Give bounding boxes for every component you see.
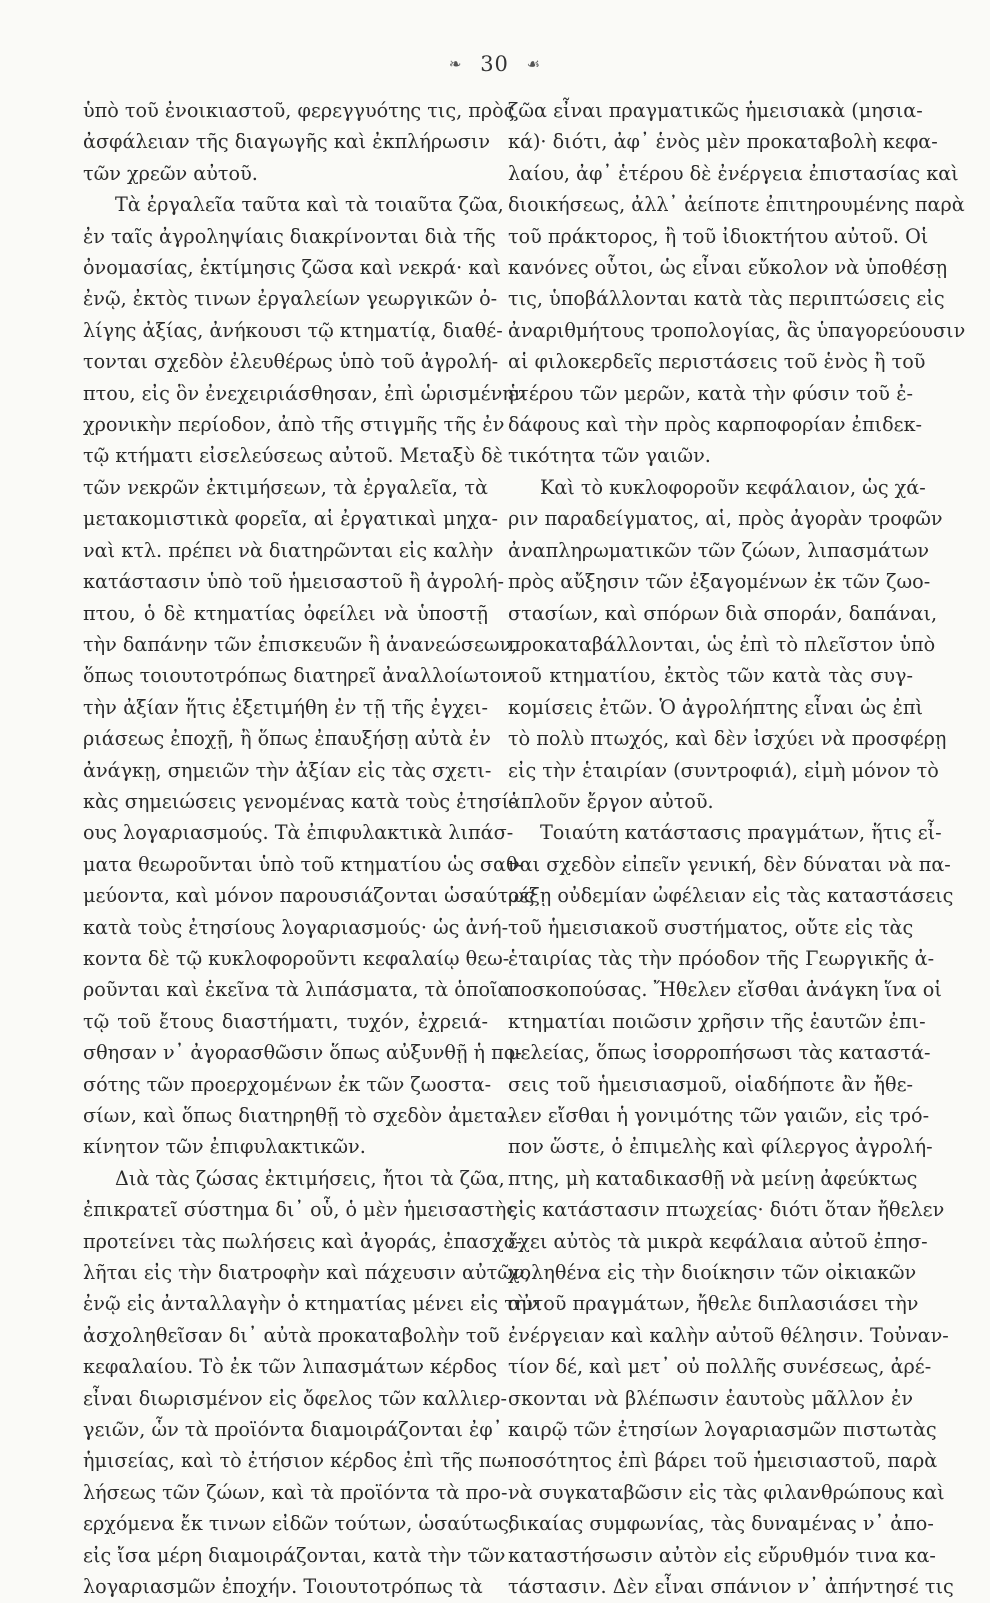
text-line: ερχόμενα ἔκ τινων εἰδῶν τούτων, ὡσαύτως,: [83, 1512, 515, 1536]
text-line: μεύοντα, καὶ μόνον παρουσιάζονται ὡσαύτως: [83, 884, 535, 908]
text-line: τις, ὑποβάλλονται κατὰ τὰς περιπτώσεις εἰς: [508, 287, 945, 311]
text-line: τοῦ πράκτορος, ἢ τοῦ ἰδιοκτήτου αὐτοῦ. Οἱ: [508, 224, 929, 248]
text-line: λογαριασμῶν ἐποχήν. Τοιουτοτρόπως τὰ: [83, 1575, 483, 1599]
left-column: [83, 95, 539, 1603]
text-line: εἰς κατάστασιν πτωχείας· διότι ὅταν ἤθελεν: [508, 1198, 945, 1222]
text-line: ριν παραδείγματος, αἱ, πρὸς ἀγορὰν τροφῶν: [508, 507, 943, 531]
text-line: διοικήσεως, ἀλλ᾽ ἀείποτε ἐπιτηρουμένης παρὰ: [508, 193, 965, 217]
text-line: ὀνομασίας, ἐκτίμησις ζῶσα καὶ νεκρά· καὶ: [83, 256, 501, 280]
text-line: νὰ συγκαταβῶσιν εἰς τὰς φιλανθρώπους καὶ: [508, 1480, 945, 1504]
text-line: κίνητον τῶν ἐπιφυλακτικῶν.: [83, 1135, 366, 1159]
ornament-left-icon: ❧: [448, 55, 463, 73]
text-line: τοῦ κτηματίου, ἐκτὸς τῶν κατὰ τὰς συγ-: [508, 664, 913, 688]
text-line: πρὸς αὔξησιν τῶν ἐξαγομένων ἐκ τῶν ζωο-: [508, 570, 931, 594]
text-line: τίον δέ, καὶ μετ᾽ οὐ πολλῆς συνέσεως, ἀρέ-: [508, 1355, 932, 1379]
text-line: τῶν χρεῶν αὐτοῦ.: [83, 161, 258, 185]
text-line: καιρῷ τῶν ἐτησίων λογαριασμῶν πιστωτὰς: [508, 1418, 937, 1442]
text-line: πτου, εἰς ὃν ἐνεχειριάσθησαν, ἐπὶ ὡρισμένην: [83, 381, 526, 405]
text-line: εἰς τὴν ἑταιρίαν (συντροφιά), εἰμὴ μόνον τὸ: [508, 758, 939, 782]
text-line: ἀσφάλειαν τῆς διαγωγῆς καὶ ἐκπλήρωσιν: [83, 130, 491, 154]
text-line: χοληθένα εἰς τὴν διοίκησιν τῶν οἰκιακῶν: [508, 1261, 917, 1285]
text-line: ναι σχεδὸν εἰπεῖν γενική, δὲν δύναται νὰ πα-: [508, 852, 951, 876]
text-line: ἐπικρατεῖ σύστημα δι᾽ οὗ, ὁ μὲν ἡμεισαστὴς: [83, 1198, 518, 1222]
text-line: δάφους καὶ τὴν πρὸς καρποφορίαν ἐπιδεκ-: [508, 413, 923, 437]
text-line: ὑπὸ τοῦ ἐνοικιαστοῦ, φερεγγυότης τις, πρὸς: [83, 99, 515, 122]
text-line: τικότητα τῶν γαιῶν.: [508, 444, 711, 468]
text-line: κτηματίαι ποιῶσιν χρῆσιν τῆς ἑαυτῶν ἐπι-: [508, 1009, 926, 1033]
text-line: κεφαλαίου. Τὸ ἐκ τῶν λιπασμάτων κέρδος: [83, 1355, 498, 1379]
page-header: [0, 52, 990, 76]
text-line: κατάστασιν ὑπὸ τοῦ ἡμεισαστοῦ ἢ ἀγρολή-: [83, 570, 504, 594]
text-line: λαίου, ἀφ᾽ ἑτέρου δὲ ἐνέργεια ἐπιστασίας καὶ: [508, 161, 959, 185]
text-line: ἀναριθμήτους τροπολογίας, ἃς ὑπαγορεύουσιν: [508, 318, 966, 342]
text-line: πτου, ὁ δὲ κτηματίας ὀφείλει νὰ ὑποστῇ: [83, 601, 488, 625]
text-line: Διὰ τὰς ζώσας ἐκτιμήσεις, ἤτοι τὰ ζῶα,: [115, 1166, 505, 1190]
text-line: κά)· διότι, ἀφ᾽ ἑνὸς μὲν προκαταβολὴ κεφα-: [508, 130, 938, 154]
text-line: μελείας, ὅπως ἰσορροπήσωσι τὰς καταστά-: [508, 1041, 931, 1065]
text-line: τονται σχεδὸν ἐλευθέρως ὑπὸ τοῦ ἀγρολή-: [83, 350, 499, 374]
text-line: κανόνες οὗτοι, ὡς εἶναι εὔκολον νὰ ὑποθέσῃ: [508, 256, 948, 280]
text-line: ἀσχοληθεῖσαν δι᾽ αὐτὰ προκαταβολὴν τοῦ: [83, 1323, 500, 1347]
text-line: τὸ πολὺ πτωχός, καὶ δὲν ἰσχύει νὰ προσφέρῃ: [508, 727, 947, 751]
text-line: προτείνει τὰς πωλήσεις καὶ ἀγοράς, ἐπασχο-: [83, 1229, 522, 1253]
text-line: ναὶ κτλ. πρέπει νὰ διατηρῶνται εἰς καλὴν: [83, 538, 494, 562]
text-line: τὴν ἀξίαν ἥτις ἐξετιμήθη ἐν τῇ τῆς ἐγχει-: [83, 695, 488, 719]
text-line: χρονικὴν περίοδον, ἀπὸ τῆς στιγμῆς τῆς ἐν: [83, 413, 505, 437]
text-line: κατὰ τοὺς ἐτησίους λογαριασμούς· ὡς ἀνή-: [83, 915, 509, 939]
text-line: Τοιαύτη κατάστασις πραγμάτων, ἥτις εἶ-: [540, 821, 942, 845]
text-line: τοῦ ἡμεισιακοῦ συστήματος, οὔτε εἰς τὰς: [508, 915, 914, 939]
text-line: προκαταβάλλονται, ὡς ἐπὶ τὸ πλεῖστον ὑπὸ: [508, 632, 936, 656]
text-line: κομίσεις ἐτῶν. Ὁ ἀγρολήπτης εἶναι ὡς ἐπὶ: [508, 695, 924, 719]
text-line: ἑτέρου τῶν μερῶν, κατὰ τὴν φύσιν τοῦ ἐ-: [508, 381, 913, 405]
text-line: ἐνῷ, ἐκτὸς τινων ἐργαλείων γεωργικῶν ὀ-: [83, 287, 498, 311]
text-line: ἐνῷ εἰς ἀνταλλαγὴν ὁ κτηματίας μένει εἰς τὴν: [83, 1292, 539, 1316]
text-line: τῷ κτήματι εἰσελεύσεως αὐτοῦ. Μεταξὺ δὲ: [83, 444, 503, 468]
text-line: εἰς ἴσα μέρη διαμοιράζονται, κατὰ τὴν τῶν: [83, 1543, 506, 1567]
text-line: σθησαν ν᾽ ἀγορασθῶσιν ὅπως αὐξυνθῇ ἡ πο-: [83, 1041, 522, 1065]
text-line: ἀνάγκῃ, σημειῶν τὴν ἀξίαν εἰς τὰς σχετι-: [83, 758, 492, 782]
text-line: τῶν νεκρῶν ἐκτιμήσεων, τὰ ἐργαλεῖα, τὰ: [83, 475, 488, 499]
text-line: ἐν ταῖς ἀγροληψίαις διακρίνονται διὰ τῆς: [83, 224, 496, 248]
text-line: μετακομιστικὰ φορεῖα, αἱ ἐργατικαὶ μηχα-: [83, 507, 499, 531]
text-line: κοντα δὲ τῷ κυκλοφοροῦντι κεφαλαίῳ θεω-: [83, 946, 510, 970]
text-line: σκονται νὰ βλέπωσιν ἑαυτοὺς μᾶλλον ἐν: [508, 1386, 913, 1410]
text-line: λήσεως τῶν ζώων, καὶ τὰ προϊόντα τὰ προ-: [83, 1480, 508, 1504]
text-line: σότης τῶν προερχομένων ἐκ τῶν ζωοστα-: [83, 1072, 492, 1096]
text-line: λεν εἴσθαι ἡ γονιμότης τῶν γαιῶν, εἰς τρό-: [508, 1104, 930, 1127]
text-line: ποσότητος ἐπὶ βάρει τοῦ ἡμεισιαστοῦ, παρὰ: [508, 1449, 938, 1473]
text-line: ους λογαριασμούς. Τὰ ἐπιφυλακτικὰ λιπάσ-: [83, 821, 514, 845]
text-line: γειῶν, ὧν τὰ προϊόντα διαμοιράζονται ἐφ᾽: [83, 1418, 503, 1442]
right-column: [508, 95, 966, 1603]
text-line: ἑταιρίας τὰς τὴν πρόοδον τῆς Γεωργικῆς ἀ-: [508, 946, 935, 970]
text-line: πον ὥστε, ὁ ἐπιμελὴς καὶ φίλεργος ἀγρολή-: [508, 1135, 933, 1159]
text-line: ὅπως τοιουτοτρόπως διατηρεῖ ἀναλλοίωτον: [83, 664, 513, 688]
text-line: ἐνέργειαν καὶ καλὴν αὐτοῦ θέλησιν. Τοὐναν-: [508, 1323, 949, 1347]
text-line: ρέξῃ οὐδεμίαν ὠφέλειαν εἰς τὰς καταστάσεις: [508, 884, 954, 908]
text-line: σεις τοῦ ἡμεισιασμοῦ, οἱαδήποτε ἂν ἤθε-: [508, 1072, 913, 1096]
text-line: ροῦνται καὶ ἐκεῖνα τὰ λιπάσματα, τὰ ὁποῖα: [83, 978, 511, 1002]
text-line: κὰς σημειώσεις γενομένας κατὰ τοὺς ἐτησί-: [83, 789, 516, 813]
text-line: αὐτοῦ πραγμάτων, ἤθελε διπλασιάσει τὴν: [508, 1292, 919, 1316]
text-line: καταστήσωσιν αὐτὸν εἰς εὔρυθμόν τινα κα-: [508, 1543, 936, 1567]
text-line: εἶναι διωρισμένον εἰς ὄφελος τῶν καλλιερ-: [83, 1386, 508, 1410]
text-line: τῷ τοῦ ἔτους διαστήματι, τυχόν, ἐχρειά-: [83, 1009, 488, 1033]
text-line: ριάσεως ἐποχῇ, ἢ ὅπως ἐπαυξήσῃ αὐτὰ ἐν: [83, 727, 491, 751]
text-line: ζῶα εἶναι πραγματικῶς ἡμεισιακὰ (μησια-: [508, 99, 923, 122]
text-line: Καὶ τὸ κυκλοφοροῦν κεφάλαιον, ὡς χά-: [540, 475, 926, 499]
ornament-right-icon: ☙: [526, 55, 542, 73]
text-line: Τὰ ἐργαλεῖα ταῦτα καὶ τὰ τοιαῦτα ζῶα,: [115, 193, 504, 217]
text-line: λίγης ἀξίας, ἀνήκουσι τῷ κτηματίᾳ, διαθέ-: [83, 318, 503, 342]
text-line: δικαίας συμφωνίας, τὰς δυναμένας ν᾽ ἀπο-: [508, 1512, 934, 1536]
text-line: ματα θεωροῦνται ὑπὸ τοῦ κτηματίου ὡς σαθ-: [83, 852, 525, 876]
text-line: τάστασιν. Δὲν εἶναι σπάνιον ν᾽ ἀπήντησέ τις: [508, 1575, 954, 1599]
text-line: λῆται εἰς τὴν διατροφὴν καὶ πάχευσιν αὐτῶν,: [83, 1261, 531, 1285]
text-line: πτης, μὴ καταδικασθῇ νὰ μείνῃ ἀφεύκτως: [508, 1166, 918, 1190]
text-line: ἡμισείας, καὶ τὸ ἐτήσιον κέρδος ἐπὶ τῆς πω-: [83, 1449, 514, 1473]
text-line: αἱ φιλοκερδεῖς περιστάσεις τοῦ ἑνὸς ἢ τοῦ: [508, 350, 926, 374]
text-line: τὴν δαπάνην τῶν ἐπισκευῶν ἢ ἀνανεώσεων,: [83, 632, 518, 656]
text-line: στασίων, καὶ σπόρων διὰ σποράν, δαπάναι,: [508, 601, 938, 625]
text-line: ἔχει αὐτὸς τὰ μικρὰ κεφάλαια αὐτοῦ ἐπησ-: [508, 1229, 928, 1253]
page-number: 30: [480, 52, 509, 76]
text-line: ἀναπληρωματικῶν τῶν ζώων, λιπασμάτων: [508, 538, 930, 562]
text-line: ποσκοπούσας. Ἤθελεν εἴσθαι ἀνάγκη ἵνα οἱ: [508, 978, 942, 1002]
text-line: σίων, καὶ ὅπως διατηρηθῇ τὸ σχεδὸν ἀμετα-: [83, 1104, 514, 1127]
text-line: ἁπλοῦν ἔργον αὐτοῦ.: [508, 789, 714, 813]
